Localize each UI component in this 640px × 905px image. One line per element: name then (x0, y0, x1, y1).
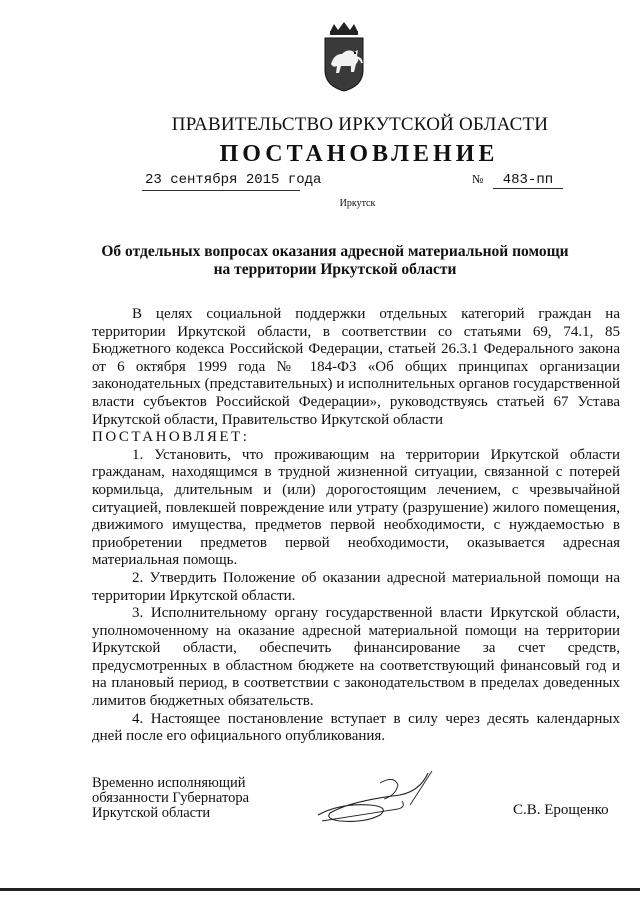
handwritten-signature (310, 765, 440, 845)
signatory-name: С.В. Ерощенко (513, 802, 609, 818)
preamble-paragraph: В целях социальной поддержки отдельных категорий граждан на территории Иркутской области, в соответствии со статьями 69, 74.1, 85 Бюджетного кодекса Российской Федерации, статьей 26.3.1 Федерального закона от 6 октября 1999 года № 184-ФЗ «Об общих принципах организации законодательных (представительных) и исполнительных органов государственной власти субъектов Российской Федерации», руководствуясь статьей 67 Устава Иркутской области, Правительство Иркутской области (92, 306, 620, 428)
decree-word: ПОСТАНОВЛЯЕТ: (92, 429, 250, 446)
title-line-2: на территории Иркутской области (213, 261, 457, 278)
document-title (85, 243, 585, 279)
document-number (472, 172, 563, 189)
signatory-position (92, 776, 249, 821)
document-body (92, 306, 620, 746)
city: Иркутск (339, 198, 376, 209)
number-sign: № (472, 172, 484, 186)
document-type: ПОСТАНОВЛЕНИЕ (219, 141, 499, 167)
position-line-1: Временно исполняющий (92, 775, 246, 791)
item-2: 2. Утвердить Положение об оказании адресной материальной помощи на территории Иркутской области. (92, 569, 620, 604)
government-name: ПРАВИТЕЛЬСТВО ИРКУТСКОЙ ОБЛАСТИ (171, 114, 549, 135)
title-line-1: Об отдельных вопросах оказания адресной материальной помощи (101, 243, 569, 260)
coat-of-arms-icon (320, 22, 368, 92)
page-bottom-rule (0, 888, 640, 891)
number-value: 483-пп (493, 172, 563, 189)
item-1: 1. Установить, что проживающим на территории Иркутской области гражданам, находящимся в трудной жизненной ситуации, связанной с потерей кормильца, длительным и (или) дорогостоящим лечением, с чрезвычайной ситуацией, повлекшей повреждение или утрату (разрушение) жилого помещения, движимого имущества, предметов первой необходимости, с нуждаемостью в приобретении предметов первой необходимости, оказывается адресная материальная помощь. (92, 446, 620, 569)
document-date: 23 сентября 2015 года (145, 172, 322, 188)
item-3: 3. Исполнительному органу государственной власти Иркутской области, уполномоченному на оказание адресной материальной помощи на территории Иркутской области, обеспечить финансирование за счет средств, предусмотренных в областном бюджете на соответствующий финансовый год и на плановый период, в соответствии с законодательством в пределах доведенных лимитов бюджетных обязательств. (92, 605, 620, 710)
position-line-2: обязанности Губернатора (92, 790, 250, 806)
date-underline (142, 190, 300, 191)
position-line-3: Иркутской области (92, 805, 211, 821)
item-4: 4. Настоящее постановление вступает в силу через десять календарных дней после его официального опубликования. (92, 710, 620, 745)
